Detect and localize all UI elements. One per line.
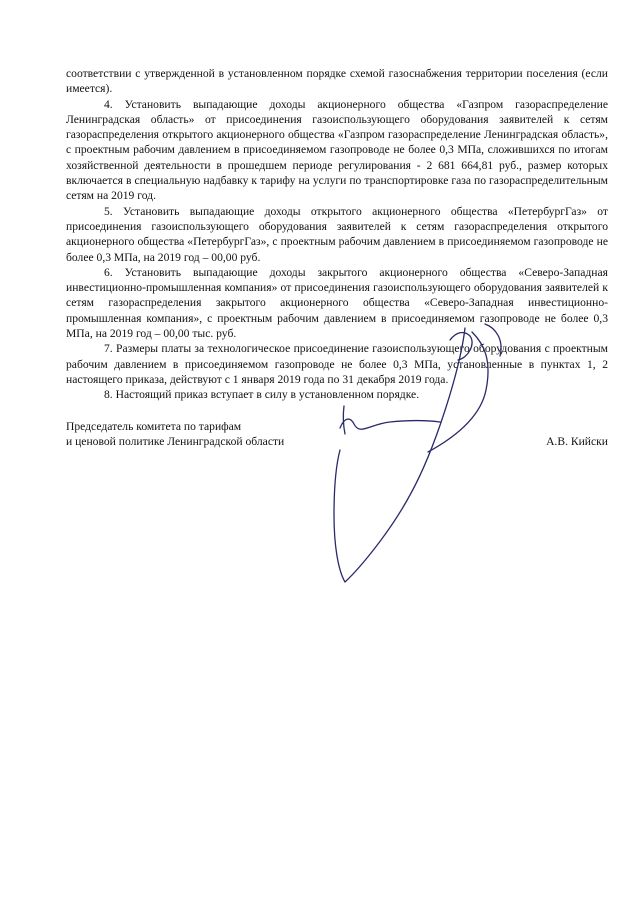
paragraph-item-7: 7. Размеры платы за технологическое присоединение газоиспользующего оборудования с проектным рабочим давлением в присоединяемом газопроводе не более 0,3 МПа, установленные в пунктах 1, 2 настоящего приказа, действуют с 1 января 2019 года по 31 декабря 2019 года. (66, 342, 608, 386)
document-body (66, 66, 608, 403)
paragraph-item-5: 5. Установить выпадающие доходы открытого акционерного общества «ПетербургГаз» от присоединения газоиспользующего оборудования заявителей к сетям газораспределения открытого акционерного общества «ПетербургГаз», с проектным рабочим давлением в присоединяемом газопроводе не более 0,3 МПа, на 2019 год – 00,00 руб. (66, 204, 608, 264)
paragraph-item-6: 6. Установить выпадающие доходы закрытого акционерного общества «Северо-Западная инвестиционно-промышленная компания» от присоединения газоиспользующего оборудования заявителей к сетям газораспределения закрытого акционерного общества «Северо-Западная инвестиционно-промышленная компания», с проектным рабочим давлением в присоединяемом газопроводе не более 0,3 МПа, на 2019 год – 00,00 тыс. руб. (66, 265, 608, 341)
paragraph-item-8: 8. Настоящий приказ вступает в силу в установленном порядке. (104, 388, 420, 402)
signatory-title (66, 419, 608, 450)
signature-block (66, 419, 608, 450)
signatory-title-line2: и ценовой политике Ленинградской области (66, 435, 285, 449)
paragraph-continuation: соответствии с утвержденной в установленном порядке схемой газоснабжения территории поселения (если имеется). (66, 67, 608, 96)
signatory-name: А.В. Кийски (546, 435, 608, 449)
paragraph-item-4: 4. Установить выпадающие доходы акционерного общества «Газпром газораспределение Ленинградская область» от присоединения газоиспользующего оборудования заявителей к сетям газораспределения открытого акционерного общества «Газпром газораспределение Ленинградская область», с проектным рабочим давлением в присоединяемом газопроводе не более 0,3 МПа, сложившихся по итогам хозяйственной деятельности в прошедшем периоде регулирования - 2 681 664,81 руб., размер которых включается в специальную надбавку к тарифу на услуги по транспортировке газа по газораспределительным сетям на 2019 год. (66, 97, 608, 203)
signatory-title-line1: Председатель комитета по тарифам (66, 420, 242, 433)
